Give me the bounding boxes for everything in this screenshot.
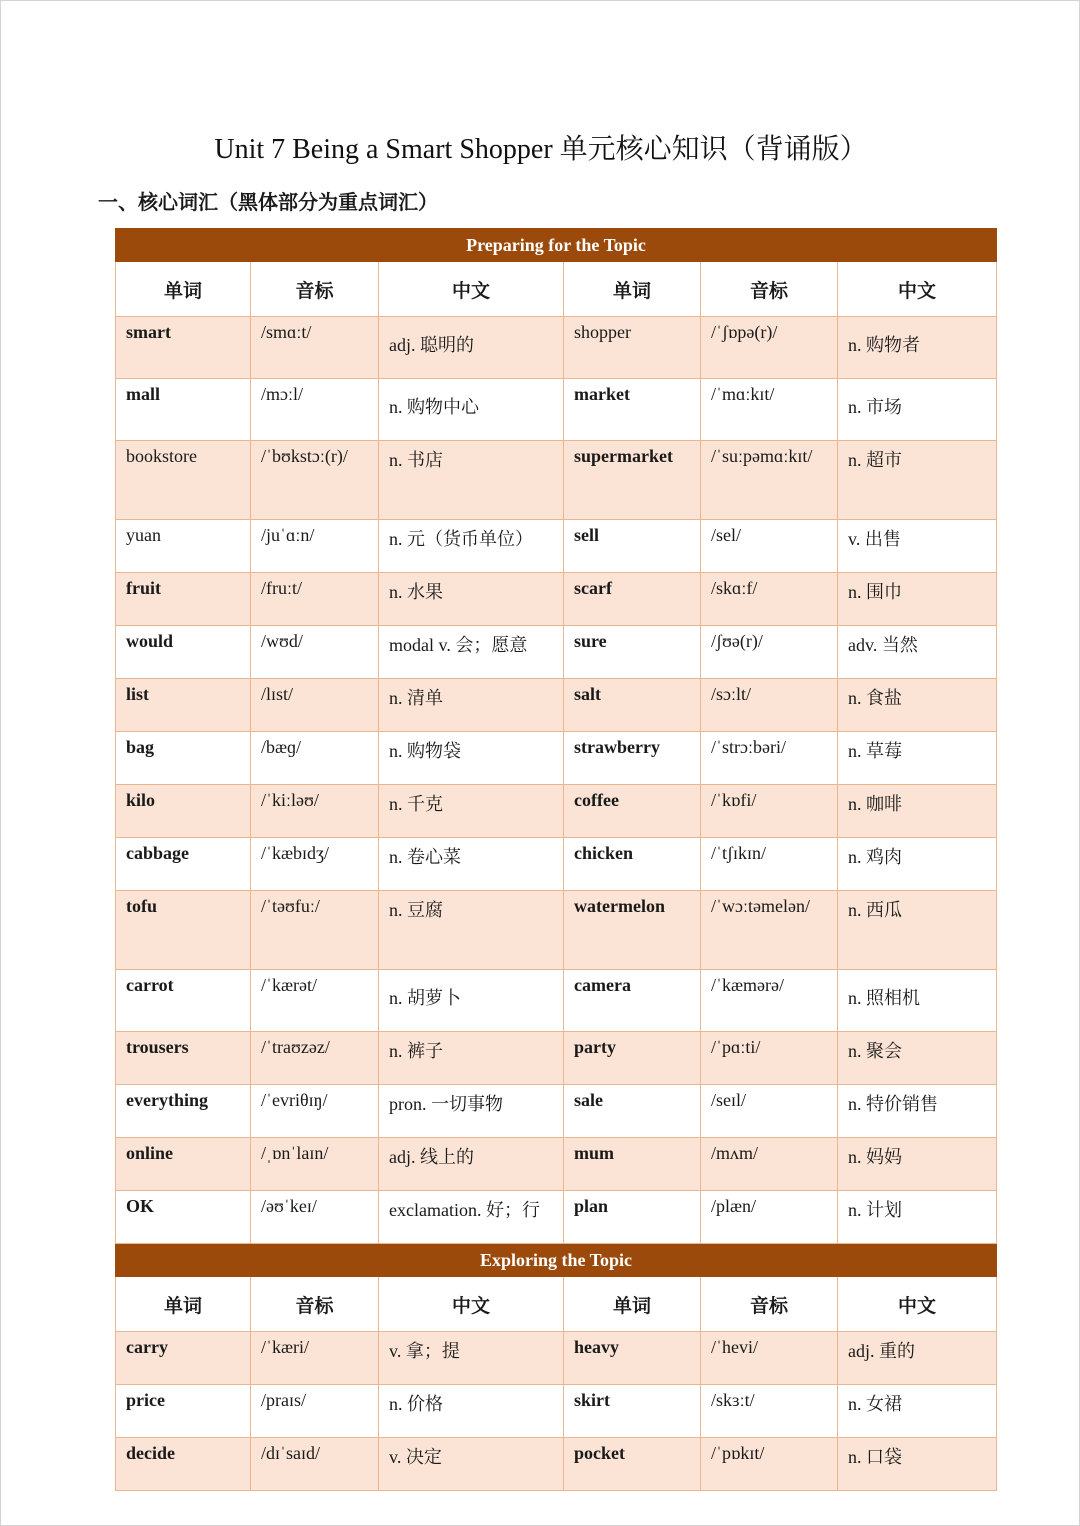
chinese-cell: n. 咖啡 xyxy=(838,785,997,838)
word-cell: would xyxy=(116,626,251,679)
vocabulary-table xyxy=(115,228,997,1491)
column-header: 音标 xyxy=(701,1277,838,1332)
phonetic-cell: /ˈstrɔːbəri/ xyxy=(701,732,838,785)
chinese-cell: n. 聚会 xyxy=(838,1032,997,1085)
phonetic-cell: /skɜːt/ xyxy=(701,1385,838,1438)
table-row xyxy=(116,679,997,732)
phonetic-cell: /lɪst/ xyxy=(251,679,379,732)
chinese-cell: v. 拿；提 xyxy=(379,1332,564,1385)
phonetic-cell: /ˈmɑːkɪt/ xyxy=(701,379,838,441)
chinese-cell: n. 购物者 xyxy=(838,317,997,379)
phonetic-cell: /ˈpɒkɪt/ xyxy=(701,1438,838,1491)
word-cell: bookstore xyxy=(116,441,251,520)
phonetic-cell: /ˈkæbɪdʒ/ xyxy=(251,838,379,891)
word-cell: list xyxy=(116,679,251,732)
word-cell: party xyxy=(564,1032,701,1085)
chinese-cell: n. 草莓 xyxy=(838,732,997,785)
word-cell: strawberry xyxy=(564,732,701,785)
word-cell: bag xyxy=(116,732,251,785)
word-cell: scarf xyxy=(564,573,701,626)
table-row xyxy=(116,838,997,891)
table-row xyxy=(116,1385,997,1438)
chinese-cell: n. 胡萝卜 xyxy=(379,970,564,1032)
phonetic-cell: /ˈevriθɪŋ/ xyxy=(251,1085,379,1138)
section-band: Exploring the Topic xyxy=(116,1244,997,1277)
word-cell: sure xyxy=(564,626,701,679)
column-header: 单词 xyxy=(116,1277,251,1332)
chinese-cell: n. 水果 xyxy=(379,573,564,626)
phonetic-cell: /bæɡ/ xyxy=(251,732,379,785)
word-cell: mall xyxy=(116,379,251,441)
chinese-cell: n. 市场 xyxy=(838,379,997,441)
chinese-cell: n. 千克 xyxy=(379,785,564,838)
column-header: 音标 xyxy=(251,262,379,317)
column-header: 音标 xyxy=(701,262,838,317)
word-cell: fruit xyxy=(116,573,251,626)
section-band: Preparing for the Topic xyxy=(116,229,997,262)
word-cell: sell xyxy=(564,520,701,573)
word-cell: cabbage xyxy=(116,838,251,891)
word-cell: price xyxy=(116,1385,251,1438)
word-cell: supermarket xyxy=(564,441,701,520)
phonetic-cell: /ˈkɒfi/ xyxy=(701,785,838,838)
table-row xyxy=(116,573,997,626)
chinese-cell: n. 鸡肉 xyxy=(838,838,997,891)
chinese-cell: exclamation. 好；行 xyxy=(379,1191,564,1244)
table-row xyxy=(116,1332,997,1385)
word-cell: market xyxy=(564,379,701,441)
chinese-cell: n. 豆腐 xyxy=(379,891,564,970)
chinese-cell: pron. 一切事物 xyxy=(379,1085,564,1138)
phonetic-cell: /praɪs/ xyxy=(251,1385,379,1438)
phonetic-cell: /skɑːf/ xyxy=(701,573,838,626)
word-cell: trousers xyxy=(116,1032,251,1085)
chinese-cell: n. 妈妈 xyxy=(838,1138,997,1191)
phonetic-cell: /ˈtraʊzəz/ xyxy=(251,1032,379,1085)
phonetic-cell: /wʊd/ xyxy=(251,626,379,679)
chinese-cell: n. 计划 xyxy=(838,1191,997,1244)
phonetic-cell: /ˈtəʊfuː/ xyxy=(251,891,379,970)
phonetic-cell: /plæn/ xyxy=(701,1191,838,1244)
chinese-cell: modal v. 会；愿意 xyxy=(379,626,564,679)
phonetic-cell: /juˈɑːn/ xyxy=(251,520,379,573)
phonetic-cell: /ˈpɑːti/ xyxy=(701,1032,838,1085)
chinese-cell: v. 决定 xyxy=(379,1438,564,1491)
column-header: 单词 xyxy=(116,262,251,317)
column-header: 音标 xyxy=(251,1277,379,1332)
word-cell: decide xyxy=(116,1438,251,1491)
phonetic-cell: /fruːt/ xyxy=(251,573,379,626)
chinese-cell: n. 超市 xyxy=(838,441,997,520)
phonetic-cell: /ˈhevi/ xyxy=(701,1332,838,1385)
word-cell: yuan xyxy=(116,520,251,573)
word-cell: mum xyxy=(564,1138,701,1191)
word-cell: carrot xyxy=(116,970,251,1032)
phonetic-cell: /sɔːlt/ xyxy=(701,679,838,732)
chinese-cell: n. 食盐 xyxy=(838,679,997,732)
document-title: Unit 7 Being a Smart Shopper 单元核心知识（背诵版） xyxy=(214,134,868,165)
chinese-cell: n. 购物袋 xyxy=(379,732,564,785)
chinese-cell: adj. 线上的 xyxy=(379,1138,564,1191)
table-row xyxy=(116,891,997,970)
phonetic-cell: /seɪl/ xyxy=(701,1085,838,1138)
chinese-cell: n. 清单 xyxy=(379,679,564,732)
phonetic-cell: /ˈkiːləʊ/ xyxy=(251,785,379,838)
table-row xyxy=(116,317,997,379)
column-header: 中文 xyxy=(838,1277,997,1332)
table-row xyxy=(116,1138,997,1191)
chinese-cell: n. 购物中心 xyxy=(379,379,564,441)
chinese-cell: n. 特价销售 xyxy=(838,1085,997,1138)
word-cell: tofu xyxy=(116,891,251,970)
word-cell: coffee xyxy=(564,785,701,838)
phonetic-cell: /ˈbʊkstɔː(r)/ xyxy=(251,441,379,520)
word-cell: OK xyxy=(116,1191,251,1244)
table-row xyxy=(116,441,997,520)
phonetic-cell: /ˈkæmərə/ xyxy=(701,970,838,1032)
chinese-cell: n. 价格 xyxy=(379,1385,564,1438)
word-cell: kilo xyxy=(116,785,251,838)
chinese-cell: adv. 当然 xyxy=(838,626,997,679)
table-row xyxy=(116,1032,997,1085)
chinese-cell: n. 书店 xyxy=(379,441,564,520)
chinese-cell: n. 裤子 xyxy=(379,1032,564,1085)
table-row xyxy=(116,1191,997,1244)
phonetic-cell: /mɔːl/ xyxy=(251,379,379,441)
chinese-cell: n. 围巾 xyxy=(838,573,997,626)
table-row xyxy=(116,520,997,573)
word-cell: watermelon xyxy=(564,891,701,970)
phonetic-cell: /mʌm/ xyxy=(701,1138,838,1191)
phonetic-cell: /ˌɒnˈlaɪn/ xyxy=(251,1138,379,1191)
phonetic-cell: /ˈwɔːtəmelən/ xyxy=(701,891,838,970)
phonetic-cell: /dɪˈsaɪd/ xyxy=(251,1438,379,1491)
phonetic-cell: /ˈtʃɪkɪn/ xyxy=(701,838,838,891)
column-header: 中文 xyxy=(379,1277,564,1332)
word-cell: sale xyxy=(564,1085,701,1138)
phonetic-cell: /sel/ xyxy=(701,520,838,573)
word-cell: plan xyxy=(564,1191,701,1244)
table-row xyxy=(116,1085,997,1138)
phonetic-cell: /ˈʃɒpə(r)/ xyxy=(701,317,838,379)
word-cell: everything xyxy=(116,1085,251,1138)
phonetic-cell: /əʊˈkeɪ/ xyxy=(251,1191,379,1244)
section-heading: 一、核心词汇（黑体部分为重点词汇） xyxy=(98,190,438,214)
phonetic-cell: /ˈkæri/ xyxy=(251,1332,379,1385)
word-cell: skirt xyxy=(564,1385,701,1438)
word-cell: carry xyxy=(116,1332,251,1385)
table-row xyxy=(116,1438,997,1491)
phonetic-cell: /smɑːt/ xyxy=(251,317,379,379)
column-header: 单词 xyxy=(564,262,701,317)
chinese-cell: adj. 聪明的 xyxy=(379,317,564,379)
table-row xyxy=(116,785,997,838)
column-header: 中文 xyxy=(379,262,564,317)
table-row xyxy=(116,626,997,679)
phonetic-cell: /ʃʊə(r)/ xyxy=(701,626,838,679)
chinese-cell: adj. 重的 xyxy=(838,1332,997,1385)
vocabulary-table-body xyxy=(116,229,997,1491)
phonetic-cell: /ˈsuːpəmɑːkɪt/ xyxy=(701,441,838,520)
phonetic-cell: /ˈkærət/ xyxy=(251,970,379,1032)
column-header: 单词 xyxy=(564,1277,701,1332)
table-row xyxy=(116,732,997,785)
word-cell: chicken xyxy=(564,838,701,891)
table-row xyxy=(116,970,997,1032)
chinese-cell: n. 西瓜 xyxy=(838,891,997,970)
word-cell: salt xyxy=(564,679,701,732)
chinese-cell: n. 元（货币单位） xyxy=(379,520,564,573)
word-cell: shopper xyxy=(564,317,701,379)
column-header: 中文 xyxy=(838,262,997,317)
chinese-cell: n. 女裙 xyxy=(838,1385,997,1438)
word-cell: heavy xyxy=(564,1332,701,1385)
word-cell: smart xyxy=(116,317,251,379)
chinese-cell: v. 出售 xyxy=(838,520,997,573)
chinese-cell: n. 照相机 xyxy=(838,970,997,1032)
chinese-cell: n. 口袋 xyxy=(838,1438,997,1491)
table-row xyxy=(116,379,997,441)
chinese-cell: n. 卷心菜 xyxy=(379,838,564,891)
word-cell: camera xyxy=(564,970,701,1032)
word-cell: online xyxy=(116,1138,251,1191)
word-cell: pocket xyxy=(564,1438,701,1491)
